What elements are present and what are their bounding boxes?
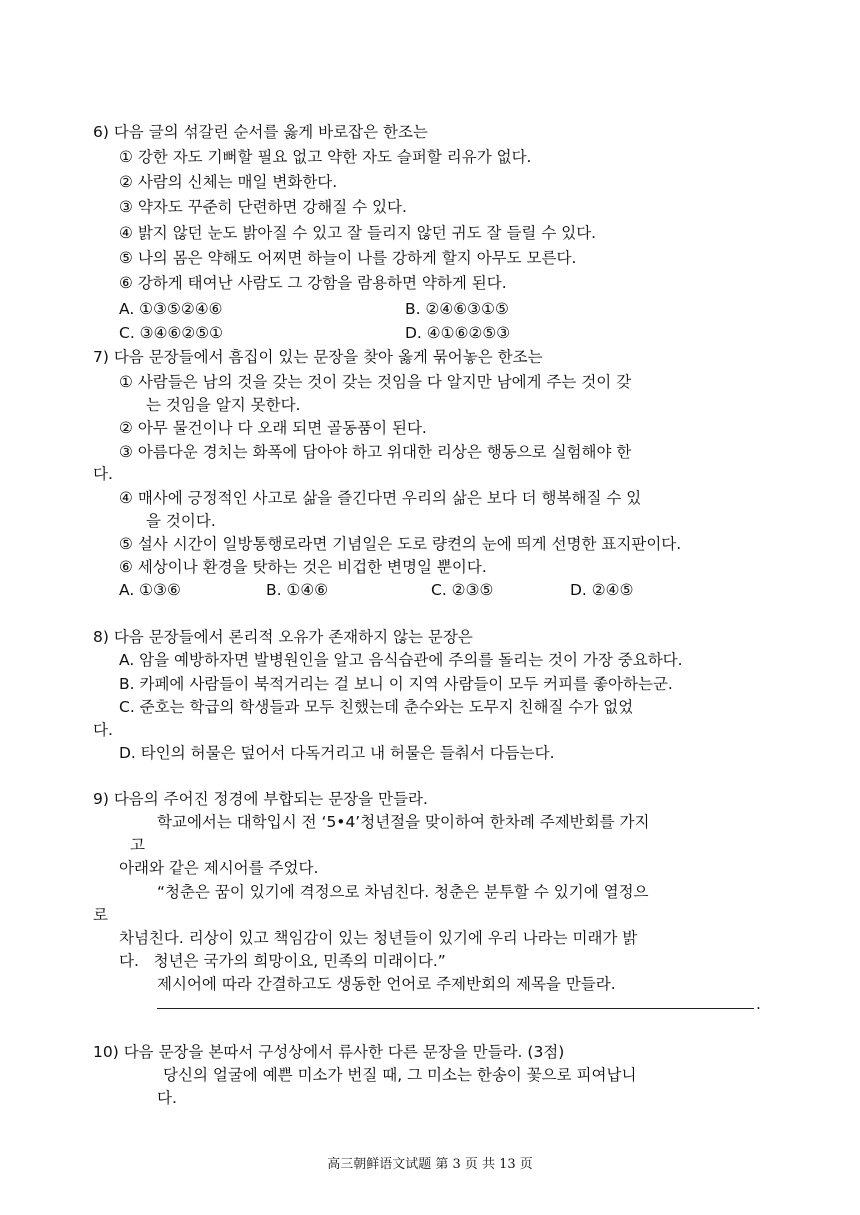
q7-item-1-cont: 는 것임을 알지 못한다. [146, 396, 301, 414]
question-6-stem: 6) 다음 글의 섞갈린 순서를 옳게 바로잡은 한조는 [93, 123, 428, 141]
question-9-stem: 9) 다음의 주어진 정경에 부합되는 문장을 만들라. [93, 790, 428, 808]
q7-option-c: C. ②③⑤ [431, 581, 494, 599]
question-10-stem: 10) 다음 문장을 본따서 구성상에서 류사한 다른 문장을 만들라. (3점) [93, 1043, 565, 1061]
q10-example-line-1-cont: 다. [157, 1089, 177, 1107]
q6-item-1: ① 강한 자도 기뻐할 필요 없고 약한 자도 슬퍼할 리유가 없다. [119, 148, 532, 166]
q8-option-a: A. 암을 예방하자면 발병원인을 알고 음식습관에 주의를 돌리는 것이 가장 중요하다. [119, 651, 683, 669]
q7-item-5: ⑤ 설사 시간이 일방통행로라면 기념일은 도로 량켠의 눈에 띄게 선명한 표지판이다. [119, 535, 682, 553]
q8-option-c: C. 준호는 학급의 학생들과 모두 친했는데 춘수와는 도무지 친해질 수가 없었 [119, 698, 634, 716]
q6-item-5: ⑤ 나의 몸은 약해도 어찌면 하늘이 나를 강하게 할지 아무도 모른다. [119, 249, 577, 267]
q7-item-4-cont: 을 것이다. [146, 512, 216, 530]
q9-context-line-1-cont: 고 [130, 836, 145, 854]
q7-item-3-cont: 다. [93, 465, 113, 483]
q9-context-line-2: 아래와 같은 제시어를 주었다. [119, 859, 319, 877]
q6-option-d: D. ④①⑥②⑤③ [405, 324, 511, 342]
q9-answer-line[interactable] [157, 1008, 754, 1009]
question-7-stem: 7) 다음 문장들에서 흠집이 있는 문장을 찾아 옳게 묶어놓은 한조는 [93, 348, 543, 366]
q8-option-d: D. 타인의 허물은 덮어서 다독거리고 내 허물은 들춰서 다듬는다. [119, 744, 555, 762]
question-8-stem: 8) 다음 문장들에서 론리적 오유가 존재하지 않는 문장은 [93, 628, 473, 646]
q7-item-4: ④ 매사에 긍정적인 사고로 삶을 즐긴다면 우리의 삶은 보다 더 행복해질 수 있 [119, 489, 642, 507]
q6-item-3: ③ 약자도 꾸준히 단련하면 강해질 수 있다. [119, 198, 407, 216]
q9-answer-period: . [756, 995, 761, 1013]
q7-item-2: ② 아무 물건이나 다 오래 되면 골동품이 된다. [119, 419, 427, 437]
q9-quote-line-2: 차넘친다. 리상이 있고 책임감이 있는 청년들이 있기에 우리 나라는 미래가 밝 [119, 929, 638, 947]
q9-instruction: 제시어에 따라 간결하고도 생동한 언어로 주제반회의 제목을 만들라. [157, 975, 616, 993]
q6-option-b: B. ②④⑥③①⑤ [405, 300, 509, 318]
q6-item-6: ⑥ 강하게 태여난 사람도 그 강함을 람용하면 약하게 된다. [119, 274, 507, 292]
q8-option-b: B. 카페에 사람들이 북적거리는 걸 보니 이 지역 사람들이 모두 커피를 좋아하는군. [119, 675, 673, 693]
q7-option-b: B. ①④⑥ [266, 581, 329, 599]
q10-example-line-1: 당신의 얼굴에 예쁜 미소가 번질 때, 그 미소는 한송이 꽃으로 피여납니 [163, 1066, 637, 1084]
q6-option-a: A. ①③⑤②④⑥ [119, 300, 223, 318]
q9-quote-line-3: 다. 청년은 국가의 희망이요, 민족의 미래이다.” [119, 952, 446, 970]
q6-option-c: C. ③④⑥②⑤① [119, 324, 224, 342]
q7-option-a: A. ①③⑥ [119, 581, 181, 599]
q6-item-4: ④ 밝지 않던 눈도 밝아질 수 있고 잘 들리지 않던 귀도 잘 들릴 수 있다. [119, 224, 597, 242]
q7-item-3: ③ 아름다운 경치는 화폭에 담아야 하고 위대한 리상은 행동으로 실험해야 한 [119, 443, 632, 461]
q7-item-1: ① 사람들은 남의 것을 갖는 것이 갖는 것임을 다 알지만 남에게 주는 것이 갖 [119, 373, 632, 391]
q7-option-d: D. ②④⑤ [570, 581, 634, 599]
q9-context-line-1: 학교에서는 대학입시 전 ‘5•4’청년절을 맞이하여 한차례 주제반회를 가지 [157, 813, 650, 831]
q7-item-6: ⑥ 세상이나 환경을 탓하는 것은 비겁한 변명일 뿐이다. [119, 558, 487, 576]
q6-item-2: ② 사람의 신체는 매일 변화한다. [119, 173, 338, 191]
q8-option-c-cont: 다. [93, 721, 113, 739]
page-footer: 高三朝鲜语文试题 第 3 页 共 13 页 [327, 1157, 533, 1172]
q9-quote-line-1: “청춘은 꿈이 있기에 격정으로 차넘친다. 청춘은 분투할 수 있기에 열정으 [157, 883, 649, 901]
q9-quote-line-1-cont: 로 [93, 906, 108, 924]
